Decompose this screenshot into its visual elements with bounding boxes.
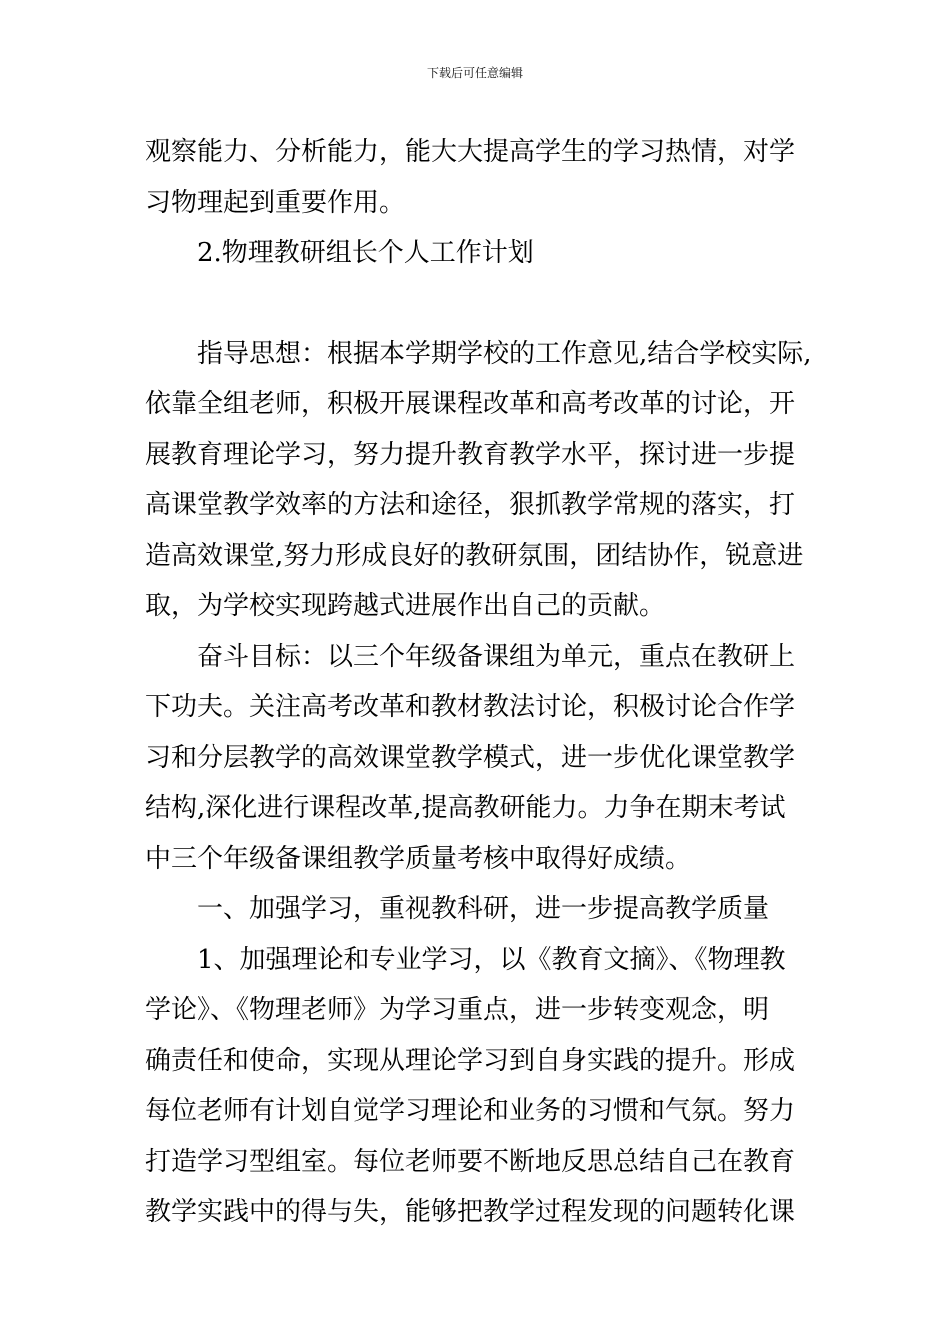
text-line: 展教育理论学习，努力提升教育教学水平，探讨进一步提: [145, 439, 796, 470]
text-line: 造高效课堂,努力形成良好的教研氛围，团结协作，锐意进: [145, 540, 804, 571]
page-header: 下载后可任意编辑: [426, 66, 523, 80]
subsection-heading: 一、加强学习，重视教科研，进一步提高教学质量: [197, 894, 770, 924]
text-line: 打造学习型组室。每位老师要不断地反思总结自己在教育: [145, 1146, 796, 1177]
text-line: 每位老师有计划自觉学习理论和业务的习惯和气氛。努力: [145, 1096, 796, 1126]
paragraph-start: 奋斗目标：以三个年级备课组为单元，重点在教研上: [197, 641, 796, 672]
blank-gap: [145, 279, 809, 329]
paragraph-start: 1、加强理论和专业学习，以《教育文摘》、《物理教: [197, 944, 786, 975]
text-line: 下功夫。关注高考改革和教材教法讨论，积极讨论合作学: [145, 692, 796, 722]
text-line: 习和分层教学的高效课堂教学模式，进一步优化课堂教学: [145, 742, 796, 773]
paragraph-start: 指导思想：根据本学期学校的工作意见,结合学校实际,: [197, 338, 812, 369]
text-line: 结构,深化进行课程改革,提高教研能力。力争在期末考试: [145, 793, 786, 823]
text-line: 学论》、《物理老师》为学习重点，进一步转变观念，明: [145, 995, 770, 1025]
section-heading: 2.物理教研组长个人工作计划: [197, 238, 534, 268]
text-line: 中三个年级备课组教学质量考核中取得好成绩。: [145, 843, 692, 874]
document-body: [145, 127, 812, 1238]
text-line: 习物理起到重要作用。: [145, 187, 406, 218]
text-line: 高课堂教学效率的方法和途径，狠抓教学常规的落实，打: [145, 490, 796, 520]
text-line: 教学实践中的得与失，能够把教学过程发现的问题转化课: [145, 1197, 796, 1227]
text-line: 确责任和使命，实现从理论学习到自身实践的提升。形成: [145, 1045, 796, 1076]
text-line: 观察能力、分析能力，能大大提高学生的学习热情，对学: [145, 137, 796, 167]
text-line: 取，为学校实现跨越式进展作出自己的贡献。: [145, 591, 666, 621]
text-line: 依靠全组老师，积极开展课程改革和高考改革的讨论，开: [145, 389, 796, 419]
